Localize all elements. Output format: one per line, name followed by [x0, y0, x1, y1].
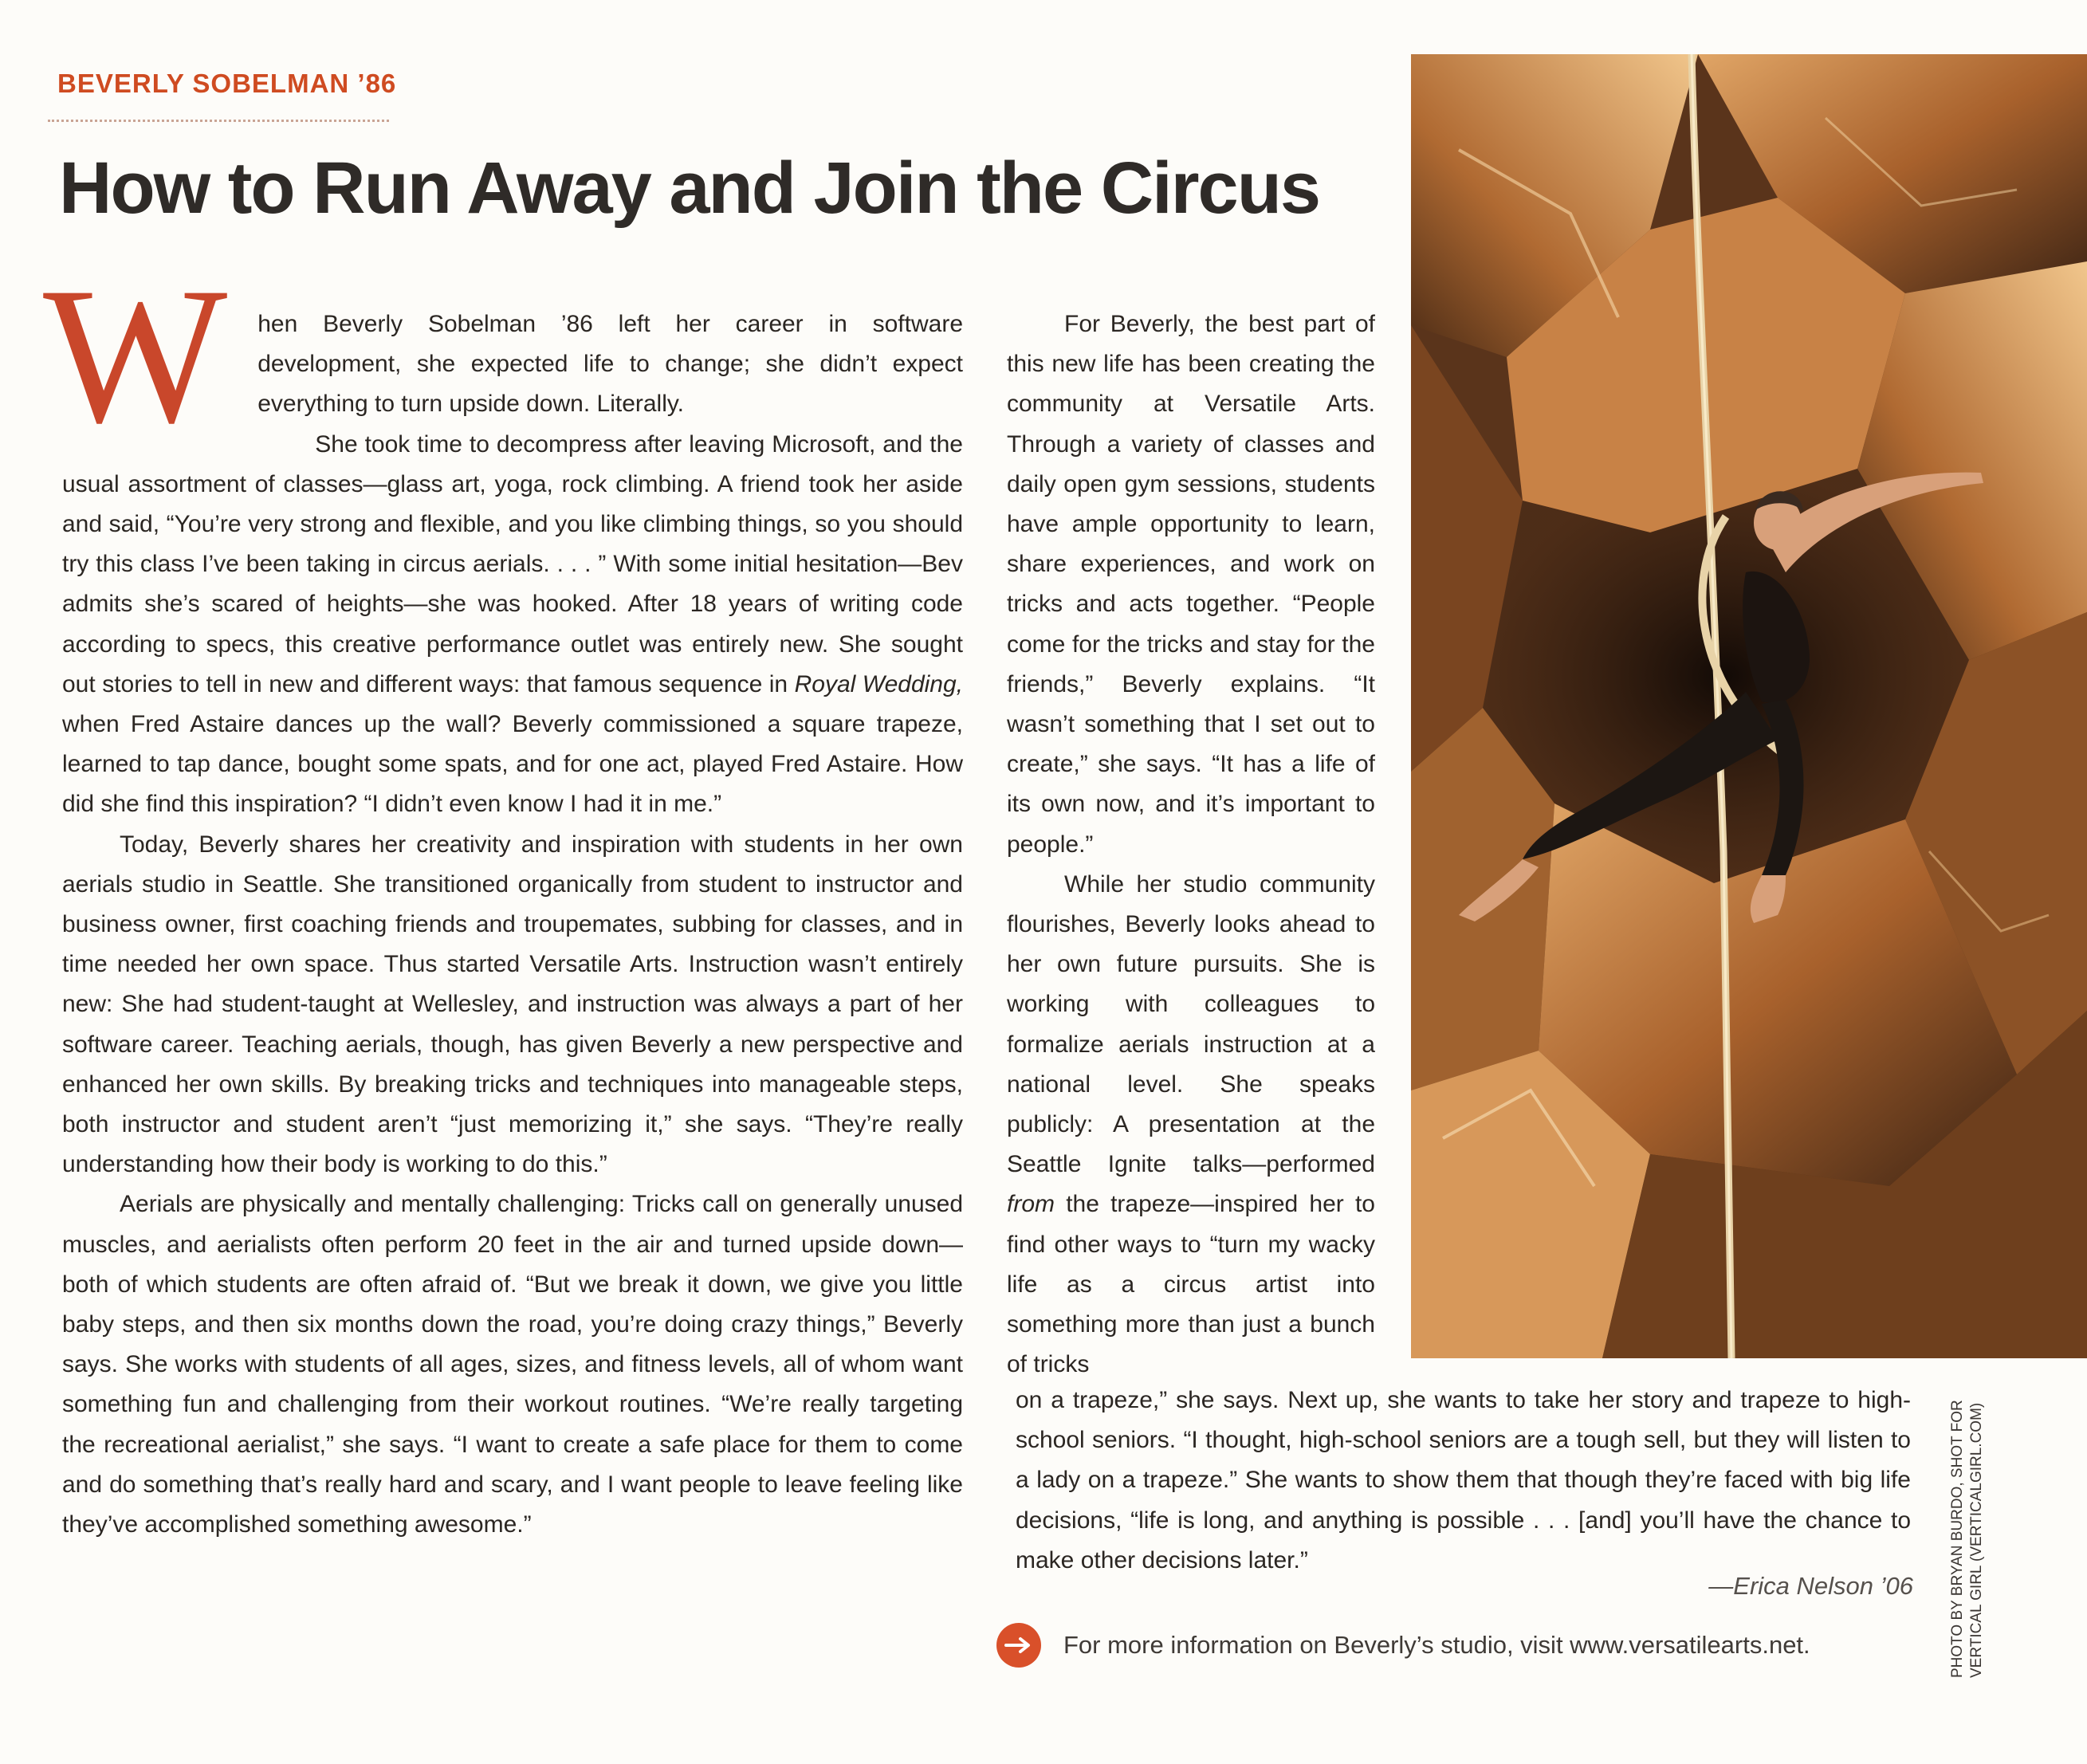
- paragraph-3: Today, Beverly shares her creativity and inspiration with students in her own aerials studio in Seattle. She transitioned organically from student to instructor and business owner, first coaching friends and troupemates, subbing for classes, and in time needed her own space. Thus started Versatile Arts. Instruction wasn’t entirely new: She had student-taught at Wellesley, and instruction was always a part of her software career. Teaching aerials, though, has given Beverly a new perspective and enhanced her own skills. By breaking tricks and techniques into manageable steps, both instructor and student aren’t “just memorizing it,” she says. “They’re really understanding how their body is working to do this.”: [62, 831, 963, 1178]
- article-column-continuation: [1016, 1381, 1911, 1581]
- photo-credit: [1948, 1391, 1996, 1678]
- paragraph-6: [1007, 865, 1375, 1385]
- paragraph-2: [62, 425, 963, 825]
- paragraph-1: [43, 247, 963, 463]
- kicker-dotted-rule: [48, 120, 389, 122]
- paragraph-6-continued: on a trapeze,” she says. Next up, she wants to take her story and trapeze to high-school seniors. “I thought, high-school seniors are a tough sell, but they will listen to a lady on a trapeze.” She wants to show them that though they’re faced with big life decisions, “life is long, and anything is possible . . . [and] you’ll have the chance to make other decisions later.”: [1016, 1387, 1911, 1573]
- drop-cap: W: [43, 247, 228, 463]
- article-headline: How to Run Away and Join the Circus: [59, 147, 1320, 229]
- paragraph-6-text-a: While her studio community flourishes, Beverly looks ahead to her own future pursuits. She is working with colleagues to formalize aerials instruction at a national level. She speaks publicly: A presentation at the Seattle Ignite talks—performed: [1007, 870, 1375, 1178]
- article-column-2: [1007, 304, 1375, 1385]
- paragraph-6-text-b: the trapeze—inspired her to find other ways to “turn my wacky life as a circus artist into something more than just a bunch of tricks: [1007, 1191, 1375, 1378]
- emphasis-from: from: [1007, 1191, 1055, 1218]
- more-info-text[interactable]: For more information on Beverly’s studio, visit www.versatilearts.net.: [1063, 1631, 1810, 1659]
- article-column-1: [43, 247, 964, 1545]
- paragraph-2-end: when Fred Astaire dances up the wall? Beverly commissioned a square trapeze, learned to tap dance, bought some spats, and for one act, played Fred Astaire. How did she find this inspiration? “I didn’t even know I had it in me.”: [62, 711, 963, 818]
- arrow-right-icon: [996, 1623, 1041, 1668]
- photo-credit-line-2: VERTICAL GIRL (VERTICALGIRL.COM): [1968, 1402, 1985, 1678]
- paragraph-4: Aerials are physically and mentally challenging: Tricks call on generally unused muscles, and aerialists often perform 20 feet in the air and turned upside down—both of which students are often afraid of. “But we break it down, we give you little baby steps, and then six months down the road, you’re doing crazy things,” Beverly says. She works with students of all ages, sizes, and fitness levels, all of whom want something fun and challenging from their workout routines. “We’re really targeting the recreational aerialist,” she says. “I want to create a safe place for them to come and do something that’s really hard and scary, and I want people to leave feeling like they’ve accomplished something awesome.”: [62, 1191, 963, 1538]
- film-title: Royal Wedding,: [794, 670, 964, 697]
- paragraph-1-text: hen Beverly Sobelman ’86 left her career in software development, she expected life to change; she didn’t expect everything to turn upside down. Literally.: [257, 311, 963, 418]
- aerialist-illustration: [1411, 54, 2087, 1358]
- aerialist-photo: [1411, 54, 2087, 1358]
- author-byline: —Erica Nelson ’06: [1708, 1572, 1913, 1600]
- paragraph-2-text: She took time to decompress after leaving Microsoft, and the usual assortment of classes—glass art, yoga, rock climbing. A friend took her aside and said, “You’re very strong and flexible, and you like climbing things, so you should try this class I’ve been taking in circus aerials. . . . ” With some initial hesitation—Bev admits she’s scared of heights—she was hooked. After 18 years of writing code according to specs, this creative performance outlet was entirely new. She sought out stories to tell in new and different ways: that famous sequence in: [62, 430, 963, 697]
- more-info-line: [996, 1623, 1810, 1668]
- photo-credit-line-1: PHOTO BY BRYAN BURDO, SHOT FOR: [1949, 1400, 1966, 1678]
- paragraph-5: For Beverly, the best part of this new life has been creating the community at Versatile Arts. Through a variety of classes and daily open gym sessions, students have ample opportunity to learn, share experiences, and work on tricks and acts together. “People come for the tricks and stay for the friends,” Beverly explains. “It wasn’t something that I set out to create,” she says. “It has a life of its own now, and it’s important to people.”: [1007, 311, 1375, 858]
- section-kicker: BEVERLY SOBELMAN ’86: [57, 69, 397, 98]
